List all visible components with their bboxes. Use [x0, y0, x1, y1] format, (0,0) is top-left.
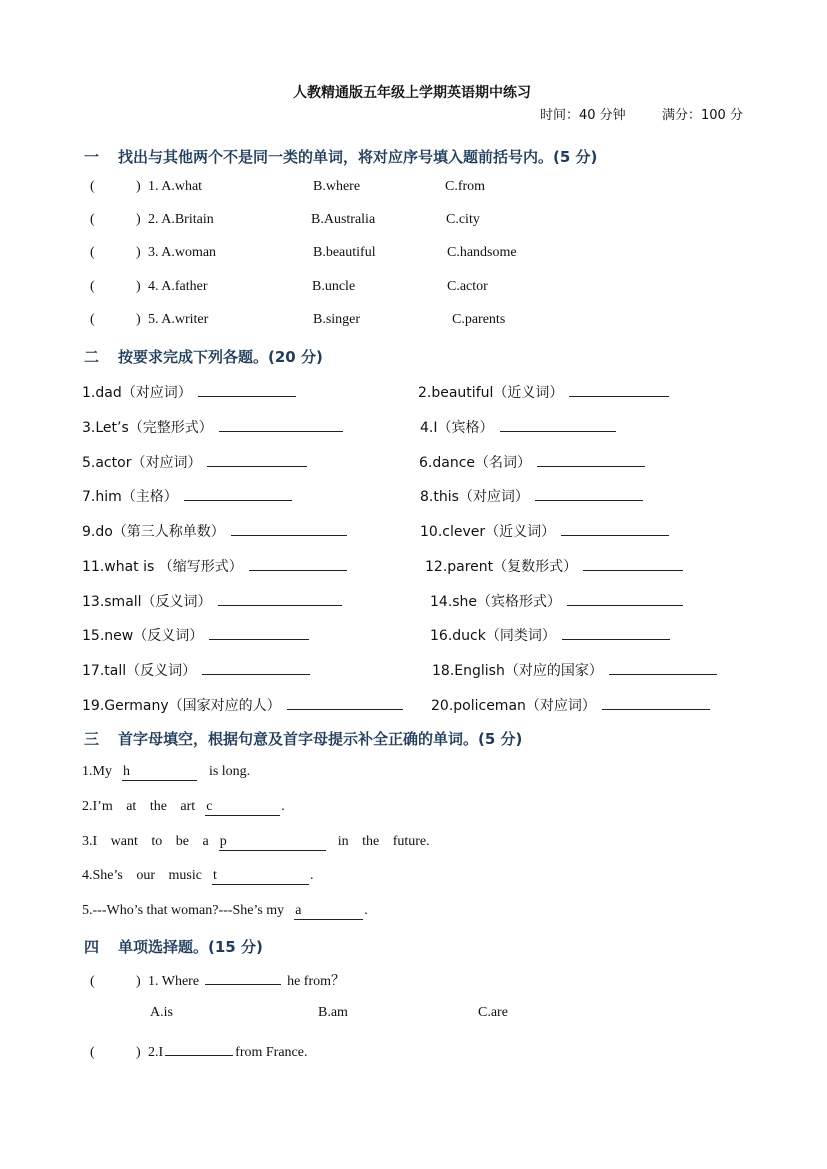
- hint-letter: p: [219, 834, 227, 849]
- bracket-close: ): [136, 179, 141, 194]
- answer-blank[interactable]: [205, 969, 281, 985]
- fill-sentence: [82, 834, 430, 851]
- letter-blank[interactable]: [205, 799, 280, 816]
- question-row: [90, 312, 208, 328]
- option-b: B.singer: [313, 312, 361, 327]
- section-title: 按要求完成下列各题。(20 分): [118, 348, 323, 366]
- option-c: C.city: [446, 212, 480, 227]
- fill-item: [418, 381, 669, 402]
- bracket-close: ): [136, 279, 141, 294]
- item-prompt: 3.Let’s（完整形式）: [82, 420, 213, 436]
- letter-blank[interactable]: [122, 764, 197, 781]
- section-3-heading: [84, 728, 522, 749]
- option-a: 2. A.Britain: [148, 212, 214, 227]
- answer-blank[interactable]: [165, 1040, 233, 1056]
- fill-item: [425, 555, 683, 576]
- item-prompt: 14.she（宾格形式）: [430, 594, 562, 610]
- question-text: he from？: [287, 974, 345, 989]
- section-title: 首字母填空，根据句意及首字母提示补全正确的单词。(5 分): [118, 730, 523, 748]
- fill-item: [82, 520, 347, 541]
- option-a: 3. A.woman: [148, 245, 217, 260]
- answer-blank[interactable]: [219, 416, 343, 432]
- option-c: C.are: [478, 1005, 508, 1020]
- item-prompt: 2.beautiful（近义词）: [418, 385, 564, 401]
- item-prompt: 13.small（反义词）: [82, 594, 212, 610]
- fill-sentence: [82, 799, 285, 816]
- answer-blank[interactable]: [249, 555, 347, 571]
- bracket-open: (: [90, 245, 95, 260]
- bracket-open: (: [90, 279, 95, 294]
- option-a: 5. A.writer: [148, 312, 209, 327]
- fill-item: [82, 590, 342, 611]
- fill-item: [82, 555, 347, 576]
- section-title: 单项选择题。(15 分): [118, 938, 263, 956]
- answer-blank[interactable]: [569, 381, 669, 397]
- answer-blank[interactable]: [198, 381, 296, 397]
- bracket-close: ): [136, 245, 141, 260]
- bracket-close: ): [136, 312, 141, 327]
- sentence-start: 5.---Who’s that woman?---She’s my: [82, 903, 285, 918]
- section-1-heading: [84, 146, 597, 167]
- option-a: 4. A.father: [148, 279, 208, 294]
- item-prompt: 20.policeman（对应词）: [431, 698, 596, 714]
- item-prompt: 7.him（主格）: [82, 489, 178, 505]
- fill-item: [430, 624, 670, 645]
- question-row: [90, 279, 207, 295]
- option-a: 1. A.what: [148, 179, 203, 194]
- fill-item: [431, 694, 710, 715]
- answer-blank[interactable]: [218, 590, 342, 606]
- option-b: B.am: [318, 1005, 348, 1020]
- option-c: C.handsome: [447, 245, 517, 260]
- question-text: 1. Where: [148, 974, 200, 989]
- fill-sentence: [82, 764, 250, 781]
- sentence-start: 2.I’m at the art: [82, 799, 196, 814]
- section-2-heading: [84, 346, 323, 367]
- answer-blank[interactable]: [202, 659, 310, 675]
- item-prompt: 18.English（对应的国家）: [432, 663, 603, 679]
- sentence-end: .: [309, 868, 314, 883]
- option-c: C.parents: [452, 312, 506, 327]
- answer-blank[interactable]: [287, 694, 403, 710]
- bracket-close: ): [136, 212, 141, 227]
- option-b: B.beautiful: [313, 245, 376, 260]
- item-prompt: 5.actor（对应词）: [82, 455, 202, 471]
- item-prompt: 15.new（反义词）: [82, 628, 204, 644]
- question-row: [90, 1040, 307, 1061]
- answer-bracket[interactable]: [90, 212, 148, 228]
- answer-blank[interactable]: [500, 416, 616, 432]
- answer-blank[interactable]: [562, 624, 670, 640]
- option-a: A.is: [150, 1005, 173, 1020]
- answer-blank[interactable]: [561, 520, 669, 536]
- section-number: 二: [84, 348, 100, 366]
- section-number: 一: [84, 148, 100, 166]
- item-prompt: 16.duck（同类词）: [430, 628, 556, 644]
- fill-item: [82, 624, 309, 645]
- answer-bracket[interactable]: [90, 245, 148, 261]
- hint-letter: h: [122, 764, 130, 779]
- item-prompt: 6.dance（名词）: [419, 455, 532, 471]
- fill-sentence: [82, 868, 313, 885]
- fill-item: [82, 451, 307, 472]
- question-row: [90, 969, 345, 990]
- question-row: [90, 179, 202, 195]
- sentence-start: 3.I want to be a: [82, 834, 209, 849]
- bracket-open: (: [90, 312, 95, 327]
- hint-letter: a: [295, 903, 302, 918]
- fill-item: [82, 381, 296, 402]
- answer-blank[interactable]: [184, 485, 292, 501]
- answer-bracket[interactable]: ( ): [90, 1045, 141, 1060]
- question-row: [90, 212, 214, 228]
- section-4-heading: [84, 936, 263, 957]
- item-prompt: 17.tall（反义词）: [82, 663, 197, 679]
- sentence-start: 4.She’s our music: [82, 868, 202, 883]
- answer-bracket[interactable]: [90, 179, 148, 195]
- letter-blank[interactable]: [219, 834, 326, 851]
- bracket-open: (: [90, 212, 95, 227]
- answer-blank[interactable]: [207, 451, 307, 467]
- bracket-open: (: [90, 179, 95, 194]
- answer-blank[interactable]: [535, 485, 643, 501]
- item-prompt: 10.clever（近义词）: [420, 524, 556, 540]
- sentence-start: 1.My: [82, 764, 112, 779]
- option-b: B.Australia: [311, 212, 376, 227]
- section-number: 四: [84, 938, 100, 956]
- answer-blank[interactable]: [567, 590, 683, 606]
- time-info: 时间：40 分钟: [540, 108, 626, 123]
- option-b: B.where: [313, 179, 361, 194]
- question-row: [90, 245, 216, 261]
- fill-item: [420, 485, 643, 506]
- fill-item: [432, 659, 717, 680]
- answer-blank[interactable]: [609, 659, 717, 675]
- fill-item: [82, 416, 343, 437]
- item-prompt: 1.dad（对应词）: [82, 385, 192, 401]
- answer-bracket[interactable]: [90, 279, 148, 295]
- fill-item: [419, 451, 645, 472]
- page-title: 人教精通版五年级上学期英语期中练习: [293, 85, 531, 101]
- fill-item: [82, 694, 403, 715]
- item-prompt: 12.parent（复数形式）: [425, 559, 578, 575]
- section-number: 三: [84, 730, 100, 748]
- item-prompt: 4.I（宾格）: [420, 420, 494, 436]
- fill-item: [82, 659, 310, 680]
- section-title: 找出与其他两个不是同一类的单词，将对应序号填入题前括号内。(5 分): [118, 148, 598, 166]
- answer-blank[interactable]: [537, 451, 645, 467]
- item-prompt: 11.what is （缩写形式）: [82, 559, 243, 575]
- question-text: from France.: [235, 1045, 308, 1060]
- sentence-end: in the future.: [337, 834, 430, 849]
- option-c: C.actor: [447, 279, 488, 294]
- item-prompt: 9.do（第三人称单数）: [82, 524, 225, 540]
- score-info: 满分：100 分: [662, 108, 743, 123]
- fill-item: [430, 590, 683, 611]
- answer-blank[interactable]: [583, 555, 683, 571]
- hint-letter: t: [212, 868, 217, 883]
- letter-blank[interactable]: [212, 868, 309, 885]
- answer-blank[interactable]: [209, 624, 309, 640]
- answer-blank[interactable]: [602, 694, 710, 710]
- item-prompt: 8.this（对应词）: [420, 489, 529, 505]
- letter-blank[interactable]: [294, 903, 363, 920]
- answer-blank[interactable]: [231, 520, 347, 536]
- question-text: 2.I: [148, 1045, 164, 1060]
- sentence-end: .: [281, 799, 285, 814]
- item-prompt: 19.Germany（国家对应的人）: [82, 698, 281, 714]
- answer-bracket[interactable]: ( ): [90, 974, 141, 989]
- answer-bracket[interactable]: [90, 312, 148, 328]
- hint-letter: c: [206, 799, 213, 814]
- fill-item: [420, 416, 616, 437]
- fill-item: [420, 520, 669, 541]
- option-c: C.from: [445, 179, 486, 194]
- fill-item: [82, 485, 292, 506]
- option-b: B.uncle: [312, 279, 356, 294]
- fill-sentence: [82, 903, 368, 920]
- sentence-end: .: [364, 903, 368, 918]
- sentence-end: is long.: [208, 764, 251, 779]
